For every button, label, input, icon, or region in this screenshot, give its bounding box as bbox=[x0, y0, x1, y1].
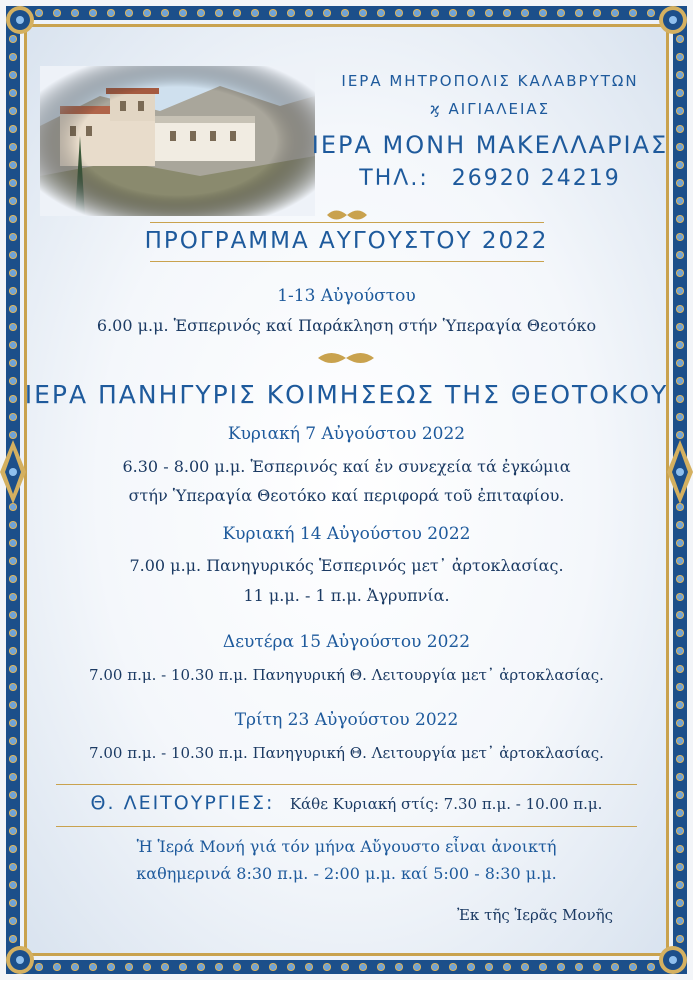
feast-title: ΙΕΡΑ ΠΑΝΗΓΥΡΙΣ ΚΟΙΜΗΣΕΩΣ ΤΗΣ ΘΕΟΤΟΚΟΥ bbox=[24, 380, 669, 409]
metropolis-line2: ϗ ΑΙΓΙΑΛΕΙΑΣ bbox=[429, 100, 551, 118]
period-service: 6.00 μ.μ. Ἑσπερινός καί Παράκληση στήν Ὑπεραγία Θεοτόκο bbox=[96, 316, 597, 335]
corner-ornament-icon bbox=[655, 2, 691, 38]
event-day: Κυριακή 14 Αὐγούστου 2022 bbox=[222, 524, 471, 544]
event-line: 7.00 μ.μ. Πανηγυρικός Ἑσπερινός μετ᾽ ἀρτοκλασίας. bbox=[129, 556, 564, 575]
event-line: 7.00 π.μ. - 10.30 π.μ. Πανηγυρική Θ. Λειτουργία μετ᾽ ἀρτοκλασίας. bbox=[89, 666, 604, 684]
corner-ornament-icon bbox=[655, 942, 691, 978]
monastery-photo bbox=[40, 66, 315, 216]
event-day: Τρίτη 23 Αὐγούστου 2022 bbox=[234, 710, 459, 730]
divider bbox=[56, 826, 637, 827]
event-line: στήν Ὑπεραγία Θεοτόκο καί περιφορά τοῦ ἐπιταφίου. bbox=[128, 486, 565, 505]
program-title: ΠΡΟΓΡΑΜΜΑ ΑΥΓΟΥΣΤΟΥ 2022 bbox=[144, 228, 549, 254]
divider bbox=[150, 261, 544, 262]
phone-label: ΤΗΛ.: bbox=[359, 166, 429, 191]
liturgies bbox=[0, 792, 693, 814]
corner-ornament-icon bbox=[2, 2, 38, 38]
event-line: 11 μ.μ. - 1 π.μ. Ἀγρυπνία. bbox=[243, 586, 450, 605]
event-day: Κυριακή 7 Αὐγούστου 2022 bbox=[227, 424, 466, 444]
metropolis-line1: ΙΕΡΑ ΜΗΤΡΟΠΟΛΙΣ ΚΑΛΑΒΡΥΤΩΝ bbox=[341, 72, 639, 90]
gold-ornament-icon bbox=[316, 348, 376, 368]
event-day: Δευτέρα 15 Αὐγούστου 2022 bbox=[222, 632, 471, 652]
liturgies-label: Θ. ΛΕΙΤΟΥΡΓΙΕΣ: bbox=[90, 792, 275, 814]
phone bbox=[310, 166, 670, 191]
event-line: 6.30 - 8.00 μ.μ. Ἑσπερινός καί ἐν συνεχεία τά ἐγκώμια bbox=[122, 457, 571, 476]
signature: Ἐκ τῆς Ἱερᾶς Μονῆς bbox=[457, 906, 613, 924]
corner-ornament-icon bbox=[2, 942, 38, 978]
event-line: 7.00 π.μ. - 10.30 π.μ. Πανηγυρική Θ. Λειτουργία μετ᾽ ἀρτοκλασίας. bbox=[89, 744, 604, 762]
monastery-name: ΙΕΡΑ ΜΟΝΗ ΜΑΚΕΛΛΑΡΙΑΣ bbox=[311, 131, 669, 159]
open-notice-line1: Ἡ Ἱερά Μονή γιά τόν μήνα Αὔγουστο εἶναι ἀνοικτή bbox=[136, 837, 557, 856]
phone-number: 26920 24219 bbox=[451, 166, 621, 191]
liturgies-text: Κάθε Κυριακή στίς: 7.30 π.μ. - 10.00 π.μ. bbox=[289, 795, 603, 813]
period-dates: 1-13 Αὐγούστου bbox=[277, 286, 416, 306]
open-notice-line2: καθημερινά 8:30 π.μ. - 2:00 μ.μ. καί 5:00 - 8:30 μ.μ. bbox=[136, 864, 557, 883]
divider bbox=[150, 222, 544, 223]
divider bbox=[56, 784, 637, 785]
